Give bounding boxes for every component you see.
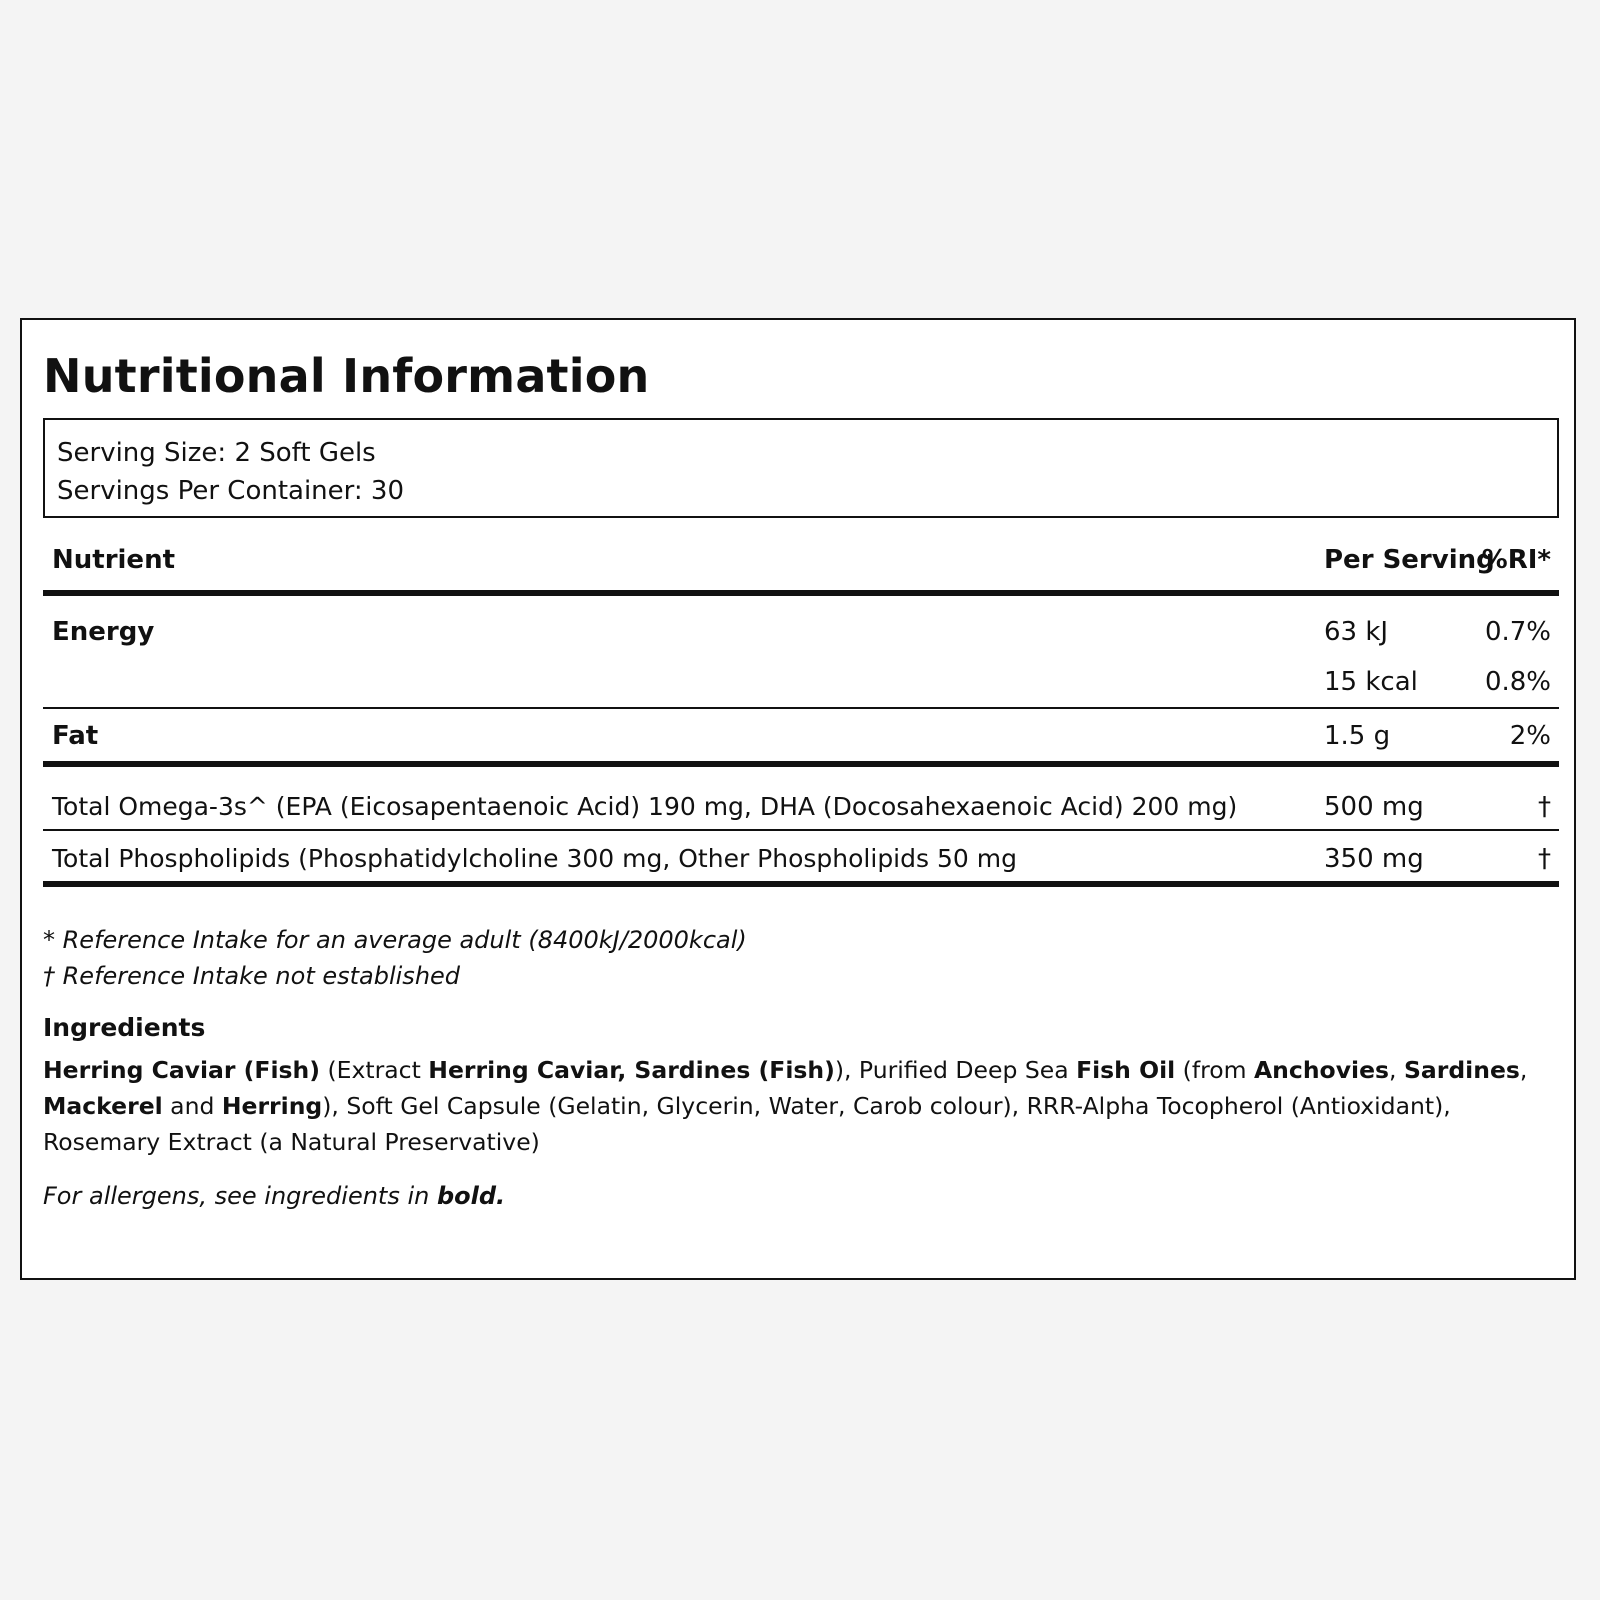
ingredient-part: Anchovies — [1253, 1056, 1390, 1084]
ri-value: † — [1538, 792, 1551, 822]
footnote-not-established: † Reference Intake not established — [43, 962, 461, 990]
ingredients-text — [43, 1052, 1553, 1160]
ingredient-part: ), Soft Gel Capsule (Gelatin, Glycerin, Water, Carob colour), RRR-Alpha Tocopherol (Antioxidant), Rosemary Extract (a Natural Preservative) — [43, 1092, 1451, 1156]
allergen-note-bold: bold. — [436, 1182, 506, 1210]
label-title: Nutritional Information — [43, 349, 650, 403]
ingredient-part: Herring Caviar (Fish) — [43, 1056, 320, 1084]
header-nutrient: Nutrient — [52, 545, 176, 575]
ingredient-part: Mackerel — [43, 1092, 163, 1120]
ri-value: 0.7% — [1484, 617, 1551, 647]
ingredient-part: (from — [1175, 1056, 1254, 1084]
ingredient-part: ), Purified Deep Sea — [834, 1056, 1077, 1084]
per-serving-value: 350 mg — [1324, 844, 1424, 874]
footnote-reference-intake: * Reference Intake for an average adult (8400kJ/2000kcal) — [43, 926, 747, 954]
ingredient-part: (Extract — [320, 1056, 429, 1084]
ingredients-heading: Ingredients — [43, 1013, 206, 1042]
servings-per-container: Servings Per Container: 30 — [57, 476, 405, 506]
ingredient-part: , — [1519, 1056, 1528, 1084]
ri-value: † — [1538, 844, 1551, 874]
ingredient-part: Herring — [221, 1092, 323, 1120]
ingredient-part: Herring Caviar, Sardines (Fish) — [428, 1056, 835, 1084]
table-row-omega3 — [43, 767, 1559, 831]
header-ri: %RI* — [1481, 545, 1551, 575]
per-serving-value: 500 mg — [1324, 792, 1424, 822]
ingredient-part: Fish Oil — [1076, 1056, 1176, 1084]
ingredient-part: Sardines — [1403, 1056, 1520, 1084]
table-row-phospholipids — [43, 831, 1559, 887]
per-serving-value: 1.5 g — [1324, 721, 1391, 751]
ri-value: 0.8% — [1484, 667, 1551, 697]
header-per-serving: Per Serving — [1324, 545, 1495, 575]
ingredient-part: , — [1389, 1056, 1404, 1084]
table-row-energy-kcal — [43, 656, 1559, 709]
ingredient-part: and — [162, 1092, 222, 1120]
footnotes — [43, 922, 747, 994]
per-serving-value: 15 kcal — [1324, 667, 1418, 697]
allergen-note-text: For allergens, see ingredients in — [43, 1182, 437, 1210]
nutrient-name: Total Omega-3s^ (EPA (Eicosapentaenoic Acid) 190 mg, DHA (Docosahexaenoic Acid) 200 mg) — [52, 792, 1238, 821]
serving-info-box — [43, 418, 1559, 518]
nutrient-name: Fat — [52, 721, 99, 751]
table-row-fat — [43, 709, 1559, 767]
table-row-energy-kj — [43, 596, 1559, 656]
nutrient-name: Energy — [52, 617, 155, 647]
table-header-row — [43, 520, 1559, 596]
nutrition-label-panel — [20, 318, 1576, 1280]
serving-size: Serving Size: 2 Soft Gels — [57, 438, 376, 468]
nutrition-table — [43, 520, 1559, 887]
per-serving-value: 63 kJ — [1324, 617, 1389, 647]
allergen-note — [43, 1178, 505, 1214]
ri-value: 2% — [1509, 721, 1551, 751]
nutrient-name: Total Phospholipids (Phosphatidylcholine 300 mg, Other Phospholipids 50 mg — [52, 844, 1017, 873]
